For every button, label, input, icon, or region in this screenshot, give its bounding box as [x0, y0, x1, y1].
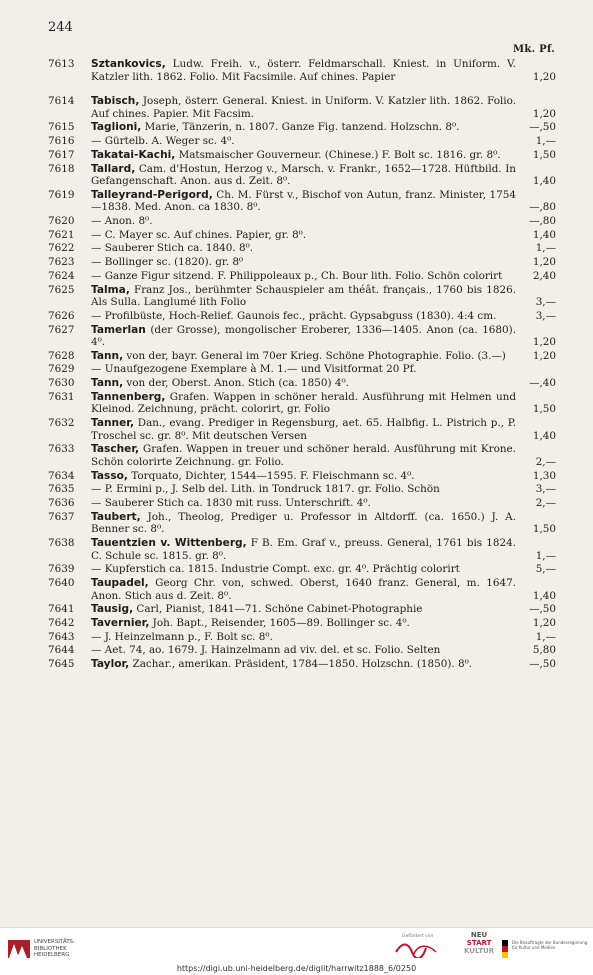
- entry-body: [91, 324, 516, 349]
- entry-description: von der, bayr. General im 70er Krieg. Schöne Photographie. Folio. (3.—): [123, 349, 506, 362]
- entry-price: 1,40: [532, 228, 556, 241]
- entry-body: [91, 658, 516, 671]
- source-url[interactable]: https://digi.ub.uni-heidelberg.de/diglit/harrwitz1888_6/0250: [176, 964, 417, 973]
- entry-body: [91, 350, 516, 363]
- catalog-entries: [48, 58, 556, 672]
- entry-description: — Anon. 8⁰.: [91, 215, 153, 228]
- entry-number: 7632: [48, 417, 75, 430]
- entry-price: 1,50: [532, 523, 556, 536]
- entry-price: 3,—: [535, 309, 556, 322]
- entry-body: [91, 537, 516, 562]
- library-name: UNIVERSITÄTS- BIBLIOTHEK HEIDELBERG: [34, 939, 76, 958]
- entry-name: Tascher,: [91, 443, 140, 456]
- catalog-entry: [48, 324, 556, 349]
- entry-body: [91, 95, 516, 120]
- entry-number: 7634: [48, 469, 75, 482]
- catalog-entry: [48, 350, 556, 363]
- entry-description: — Aet. 74, ao. 1679. J. Hainzelmann ad viv. del. et sc. Folio. Selten: [91, 644, 441, 657]
- catalog-entry: [48, 511, 556, 536]
- entry-number: 7635: [48, 483, 75, 496]
- entry-price: 1,—: [535, 630, 556, 643]
- entry-body: [91, 511, 516, 536]
- entry-number: 7629: [48, 363, 75, 376]
- entry-description: Joseph, österr. General. Kniest. in Uniform. V. Katzler lith. 1862. Folio. Auf chines. Papier. Mit Facsim.: [91, 95, 516, 120]
- entry-name: Tasso,: [91, 469, 128, 482]
- entry-name: Tann,: [91, 349, 124, 362]
- entry-price: 5,—: [535, 563, 556, 576]
- entry-price: 1,40: [532, 589, 556, 602]
- entry-description: von der, Oberst. Anon. Stich (ca. 1850) 4⁰.: [123, 377, 349, 390]
- entry-number: 7620: [48, 215, 75, 228]
- entry-number: 7616: [48, 135, 75, 148]
- entry-name: Taupadel,: [91, 577, 149, 589]
- entry-description: Torquato, Dichter, 1544—1595. F. Fleischmann sc. 4⁰.: [127, 469, 415, 482]
- entry-name: Sztankovics,: [91, 58, 166, 70]
- entry-number: 7640: [48, 577, 75, 589]
- entry-number: 7627: [48, 323, 75, 336]
- entry-number: 7614: [48, 95, 75, 108]
- entry-price: 1,—: [535, 549, 556, 562]
- entry-description: — P. Ermini p., J. Selb del. Lith. in Tondruck 1817. gr. Folio. Schön: [91, 483, 440, 496]
- catalog-entry: [48, 603, 556, 616]
- entry-name: Takatai-Kachi,: [91, 148, 176, 161]
- entry-body: [91, 284, 516, 309]
- entry-price: 1,50: [532, 403, 556, 416]
- catalog-entry: [48, 417, 556, 442]
- catalog-entry: [48, 284, 556, 309]
- entry-body: [91, 603, 516, 616]
- catalog-entry: [48, 149, 556, 162]
- entry-price: 1,20: [532, 616, 556, 629]
- german-flag-icon: [502, 940, 508, 958]
- entry-body: [91, 417, 516, 442]
- entry-price: —,80: [529, 215, 556, 228]
- entry-price: 2,—: [535, 456, 556, 468]
- entry-name: Tausig,: [91, 603, 134, 616]
- entry-description: Joh. Bapt., Reisender, 1605—89. Bollinger sc. 4⁰.: [149, 616, 410, 629]
- entry-price: 3,—: [535, 296, 556, 309]
- entry-name: Taylor,: [91, 658, 130, 671]
- entry-price: 1,—: [535, 242, 556, 255]
- entry-name: Tamerlan: [91, 323, 146, 336]
- entry-body: [91, 391, 516, 416]
- entry-description: (der Grosse), mongolischer Eroberer, 1336—1405. Anon (ca. 1680). 4⁰.: [91, 323, 516, 349]
- entry-description: F B. Em. Graf v., preuss. General, 1761 bis 1824. C. Schule sc. 1815. gr. 8⁰.: [91, 537, 516, 562]
- entry-price: —,50: [529, 658, 556, 671]
- entry-body: [91, 121, 516, 134]
- entry-number: 7615: [48, 121, 75, 134]
- catalog-entry: [48, 163, 556, 188]
- entry-number: 7622: [48, 242, 75, 255]
- entry-body: [91, 563, 516, 576]
- entry-price: 5,80: [532, 644, 556, 657]
- entry-body: [91, 135, 516, 148]
- entry-number: 7633: [48, 443, 75, 456]
- entry-body: [91, 470, 516, 483]
- entry-description: Dan., evang. Prediger in Regensburg, aet. 65. Halbfig. L. Pistrich p., P. Troschel sc. gr. 8⁰. Mit deutschen Versen: [91, 417, 516, 442]
- price-column-header: Mk. Pf.: [512, 44, 555, 55]
- page-number: 244: [48, 20, 73, 35]
- entry-description: — Sauberer Stich ca. 1830 mit russ. Unterschrift. 4⁰.: [91, 497, 371, 510]
- entry-price: —,50: [529, 121, 556, 134]
- entry-number: 7623: [48, 256, 75, 269]
- entry-name: Talleyrand-Perigord,: [91, 188, 213, 201]
- entry-description: Ludw. Freih. v., österr. Feldmarschall. Kniest. in Uniform. V. Katzler lith. 1862. Folio. Mit Facsimile. Auf chines. Papier: [91, 58, 516, 83]
- entry-body: [91, 270, 516, 283]
- entry-body: [91, 215, 516, 228]
- entry-description: Grafen. Wappen in treuer und schöner herald. Ausführung mit Krone. Schön colorirte Zeichnung. gr. Folio.: [91, 443, 516, 468]
- footer-bar: [0, 927, 593, 975]
- entry-name: Taubert,: [91, 510, 141, 523]
- entry-body: [91, 617, 516, 630]
- catalog-entry: [48, 563, 556, 576]
- entry-number: 7642: [48, 616, 75, 629]
- entry-body: [91, 58, 516, 83]
- entry-body: [91, 483, 516, 496]
- entry-name: Tannenberg,: [91, 390, 166, 403]
- entry-number: 7639: [48, 563, 75, 576]
- entry-description: — J. Heinzelmann p., F. Bolt sc. 8⁰.: [91, 630, 273, 643]
- entry-description: — Unaufgezogene Exemplare à M. 1.— und Visitformat 20 Pf.: [91, 363, 417, 376]
- entry-name: Tauentzien v. Wittenberg,: [91, 537, 247, 550]
- catalog-entry: [48, 617, 556, 630]
- entry-number: 7645: [48, 658, 75, 671]
- catalog-entry: [48, 189, 556, 214]
- entry-number: 7617: [48, 148, 75, 161]
- entry-description: — Sauberer Stich ca. 1840. 8⁰.: [91, 242, 254, 255]
- entry-number: 7630: [48, 377, 75, 390]
- entry-body: [91, 631, 516, 644]
- entry-price: 1,20: [532, 70, 556, 83]
- entry-number: 7618: [48, 162, 75, 175]
- entry-description: Ch. M. Fürst v., Bischof von Autun, franz. Minister, 1754—1838. Med. Anon. ca 1830. 8⁰.: [91, 188, 516, 214]
- entry-description: Grafen. Wappen in schöner herald. Ausführung mit Helmen und Kleinod. Zeichnung, prächt. colorirt, gr. Folio: [91, 390, 516, 416]
- entry-number: 7626: [48, 309, 75, 322]
- entry-price: 2,40: [532, 269, 556, 282]
- catalog-entry: [48, 470, 556, 483]
- government-sponsor-text: Die Beauftragte der Bundesregierung für Kultur und Medien: [512, 940, 588, 950]
- entry-body: [91, 149, 516, 162]
- entry-price: 3,—: [535, 483, 556, 496]
- entry-body: [91, 644, 516, 657]
- entry-body: [91, 363, 516, 376]
- entry-name: Talma,: [91, 283, 130, 296]
- entry-description: Franz Jos., berühmter Schauspieler am théât. français., 1760 bis 1826. Als Sulla. Langlumé lith Folio: [91, 283, 516, 309]
- entry-body: [91, 443, 516, 468]
- catalog-entry: [48, 135, 556, 148]
- entry-number: 7631: [48, 390, 75, 403]
- neustart-kultur-logo: NEU START KULTUR: [464, 931, 495, 955]
- catalog-entry: [48, 215, 556, 228]
- entry-number: 7624: [48, 269, 75, 282]
- entry-price: 1,40: [532, 175, 556, 188]
- entry-description: Matsmaischer Gouverneur. (Chinese.) F. Bolt sc. 1816. gr. 8⁰.: [175, 148, 501, 161]
- entry-price: —,40: [529, 377, 556, 390]
- partner-label: Gefördert von: [402, 934, 434, 939]
- entry-body: [91, 310, 516, 323]
- catalog-entry: [48, 363, 556, 376]
- catalog-entry: [48, 644, 556, 657]
- entry-description: Georg Chr. von, schwed. Oberst, 1640 franz. General, m. 1647. Anon. Stich aus d. Zeit. 8⁰.: [91, 577, 516, 602]
- entry-name: Tavernier,: [91, 616, 150, 629]
- sponsor-swirl-logo-icon: [394, 940, 438, 958]
- entry-number: 7621: [48, 228, 75, 241]
- entry-body: [91, 256, 516, 269]
- entry-description: — Gürtelb. A. Weger sc. 4⁰.: [91, 135, 235, 148]
- entry-name: Tabisch,: [91, 95, 140, 108]
- entry-description: Joh., Theolog, Prediger u. Professor in Altdorff. (ca. 1650.) J. A. Benner sc. 8⁰.: [91, 510, 516, 536]
- catalog-entry: [48, 497, 556, 510]
- entry-name: Tann,: [91, 377, 124, 390]
- entry-price: 1,50: [532, 148, 556, 161]
- catalog-entry: [48, 270, 556, 283]
- entry-name: Tanner,: [91, 417, 134, 430]
- entry-number: 7636: [48, 497, 75, 510]
- entry-name: Tallard,: [91, 162, 136, 175]
- entry-description: Zachar., amerikan. Präsident, 1784—1850. Holzschn. (1850). 8⁰.: [129, 658, 473, 671]
- catalog-entry: [48, 256, 556, 269]
- entry-price: 1,20: [532, 107, 556, 120]
- catalog-entry: [48, 58, 556, 83]
- catalog-entry: [48, 658, 556, 671]
- entry-description: Cam. d'Hostun, Herzog v., Marsch. v. Frankr., 1652—1728. Hüftbild. In Gefangenschaft. Anon. aus d. Zeit. 8⁰.: [91, 162, 516, 188]
- entry-description: — Kupferstich ca. 1815. Industrie Compt. exc. gr. 4⁰. Prächtig colorirt: [91, 563, 460, 576]
- entry-description: — Profilbüste, Hoch-Relief. Gaunois fec., prächt. Gypsabguss (1830). 4:4 cm.: [91, 309, 497, 322]
- entry-number: 7638: [48, 537, 75, 550]
- catalog-entry: [48, 577, 556, 602]
- entry-body: [91, 163, 516, 188]
- entry-number: 7637: [48, 510, 75, 523]
- entry-price: 1,30: [532, 469, 556, 482]
- catalog-entry: [48, 537, 556, 562]
- entry-body: [91, 189, 516, 214]
- catalog-entry: [48, 377, 556, 390]
- catalog-entry: [48, 242, 556, 255]
- catalog-entry: [48, 229, 556, 242]
- catalog-entry: [48, 121, 556, 134]
- entry-description: — Bollinger sc. (1820). gr. 8⁰: [91, 256, 244, 269]
- entry-price: 1,20: [532, 256, 556, 269]
- entry-body: [91, 229, 516, 242]
- entry-body: [91, 377, 516, 390]
- entry-number: 7628: [48, 349, 75, 362]
- entry-name: Taglioni,: [91, 121, 142, 134]
- catalog-entry: [48, 95, 556, 120]
- entry-description: Carl, Pianist, 1841—71. Schöne Cabinet-Photographie: [133, 603, 423, 616]
- catalog-entry: [48, 443, 556, 468]
- entry-number: 7613: [48, 58, 75, 70]
- entry-price: 1,—: [535, 135, 556, 148]
- entry-price: 1,20: [532, 336, 556, 349]
- entry-number: 7625: [48, 283, 75, 296]
- catalog-entry: [48, 310, 556, 323]
- entry-body: [91, 242, 516, 255]
- entry-number: 7619: [48, 188, 75, 201]
- entry-body: [91, 577, 516, 602]
- catalog-entry: [48, 631, 556, 644]
- entry-price: —,80: [529, 201, 556, 214]
- entry-price: 1,20: [532, 349, 556, 362]
- entry-number: 7641: [48, 603, 75, 616]
- entry-price: —,50: [529, 603, 556, 616]
- entry-number: 7644: [48, 644, 75, 657]
- entry-number: 7643: [48, 630, 75, 643]
- entry-price: 1,40: [532, 429, 556, 442]
- catalog-entry: [48, 483, 556, 496]
- entry-body: [91, 497, 516, 510]
- entry-description: — C. Mayer sc. Auf chines. Papier, gr. 8⁰.: [91, 228, 307, 241]
- catalog-entry: [48, 391, 556, 416]
- entry-description: Marie, Tänzerin, n. 1807. Ganze Fig. tanzend. Holzschn. 8⁰.: [141, 121, 460, 134]
- entry-price: 2,—: [535, 497, 556, 510]
- entry-description: — Ganze Figur sitzend. F. Philippoleaux p., Ch. Bour lith. Folio. Schön colorirt: [91, 269, 503, 282]
